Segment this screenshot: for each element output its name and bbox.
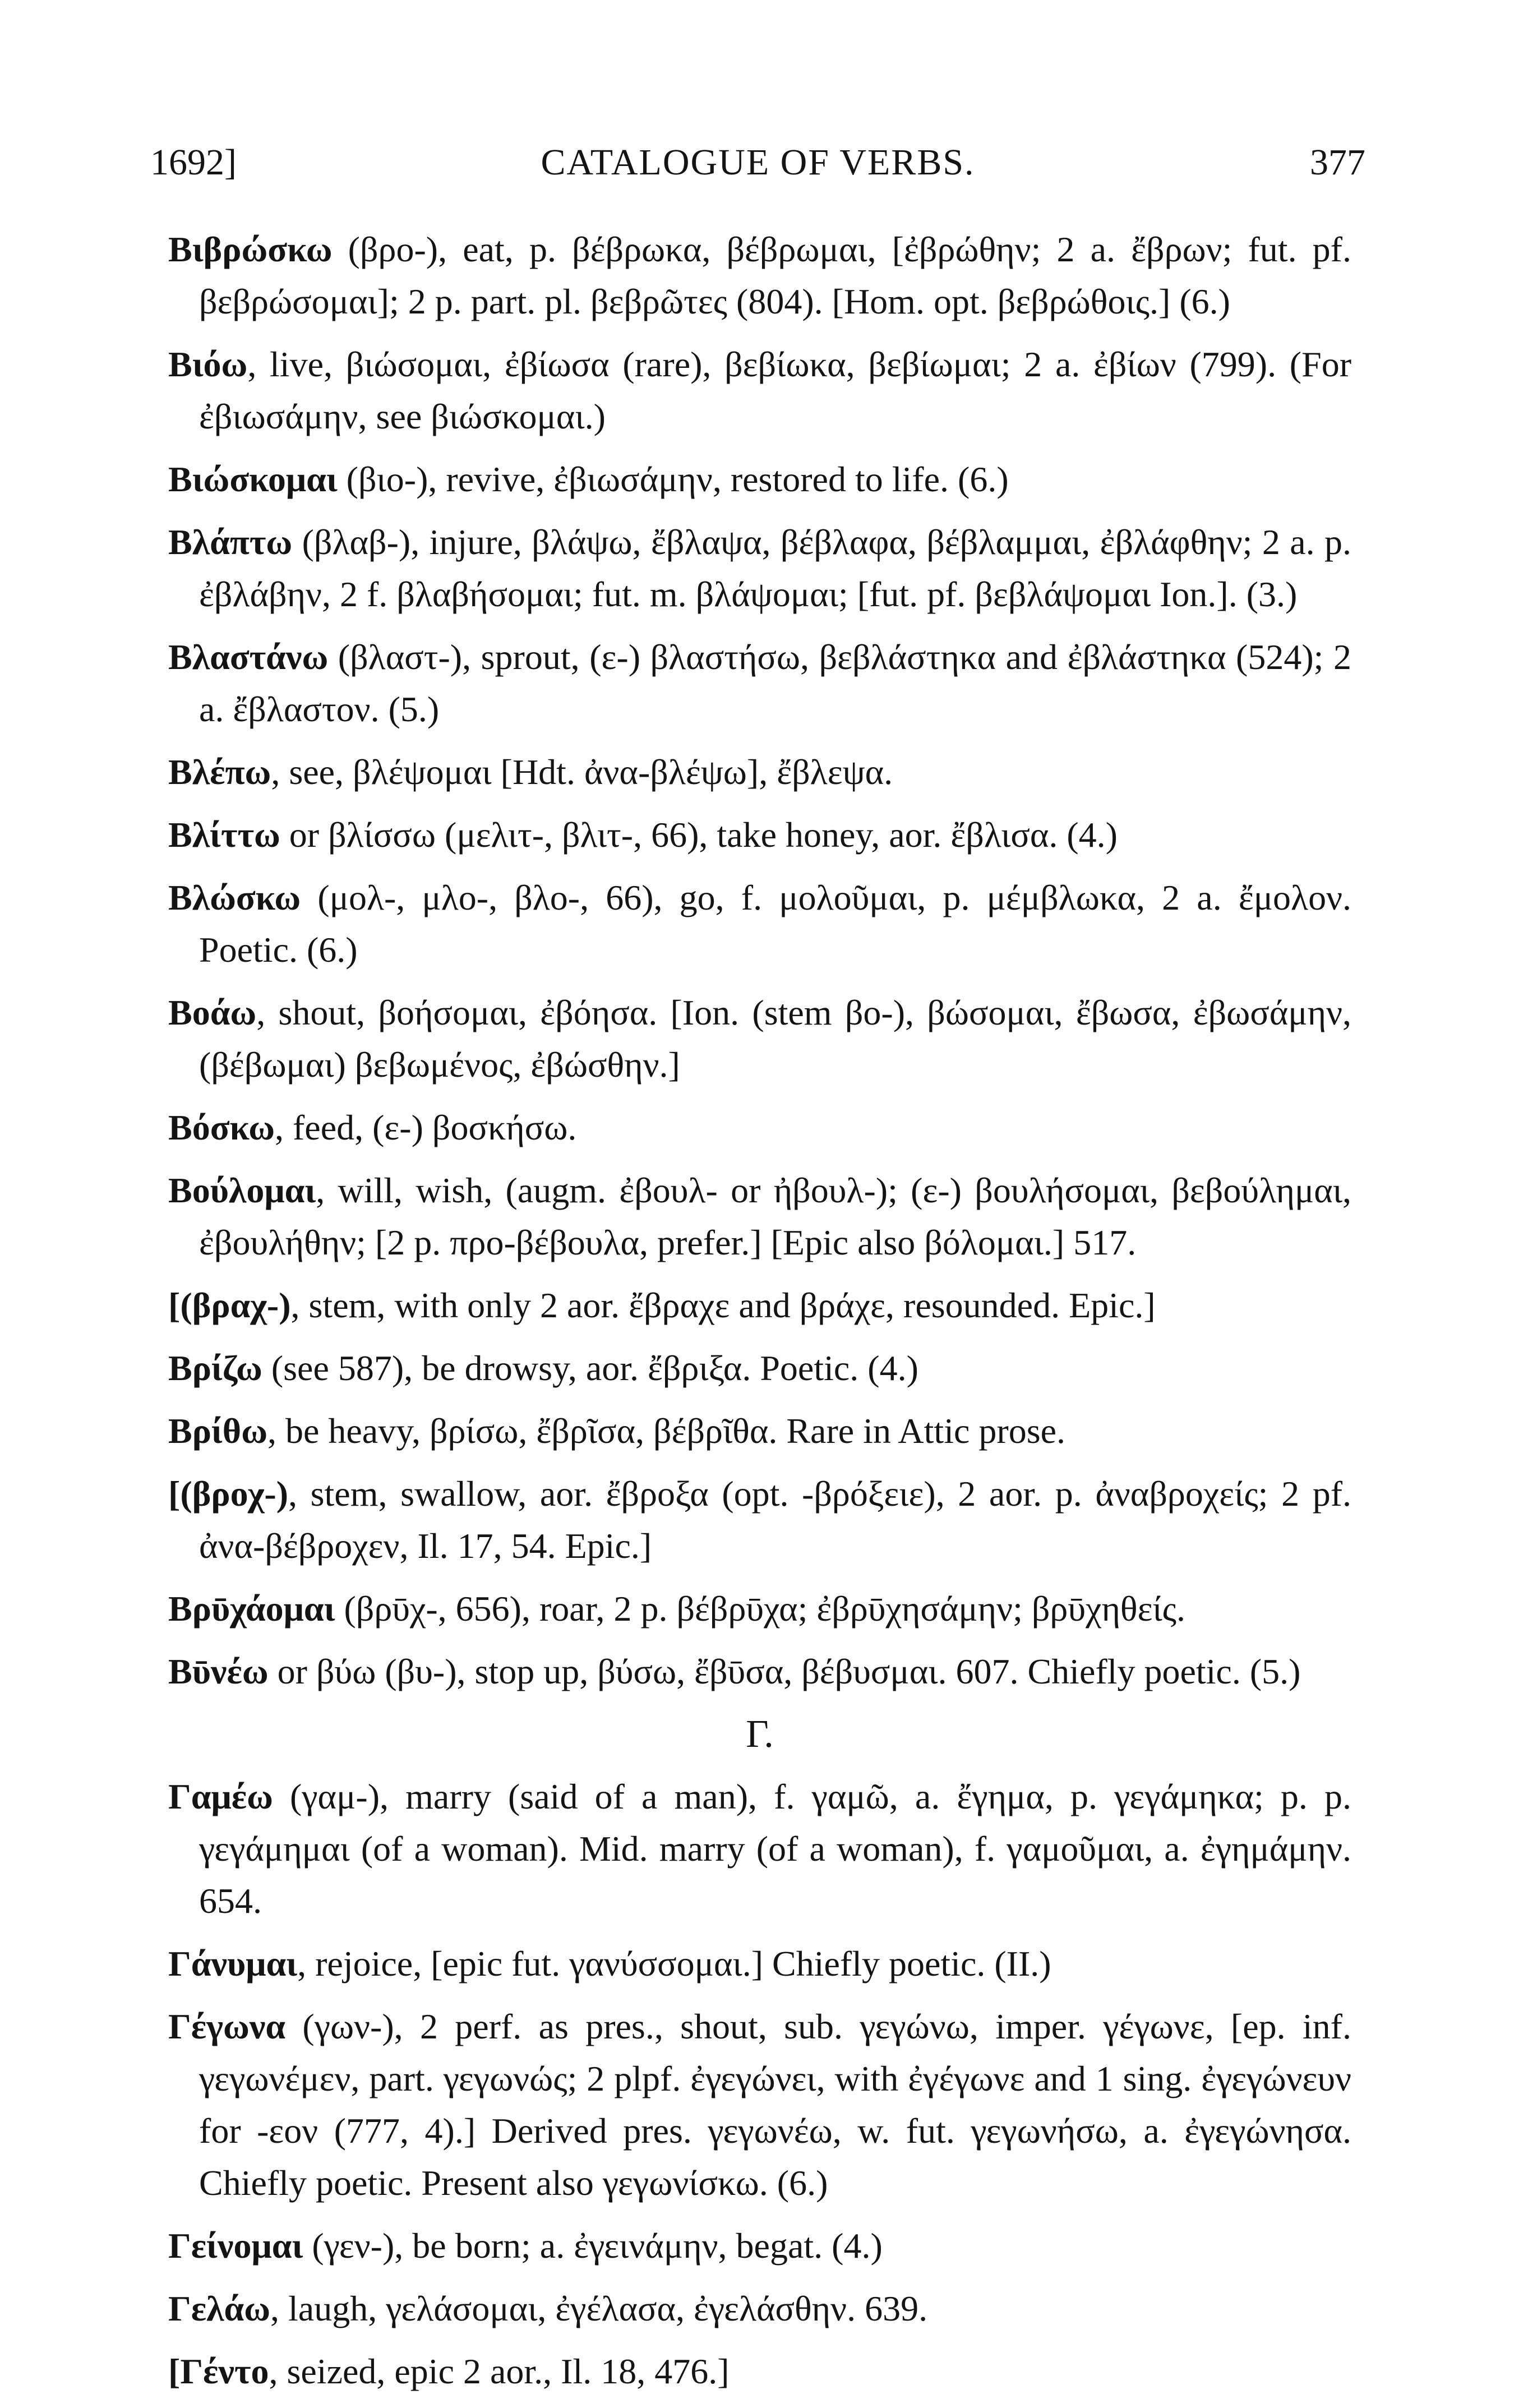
verb-headword: Βιβρώσκω [168,229,333,269]
verb-catalogue [168,223,1351,2408]
verb-headword: [(βραχ-) [168,1285,291,1325]
verb-definition: (γαμ-), marry (said of a man), f. γαμῶ, a. ἔγημα, p. γεγάμηκα; p. p. γεγάμημαι (of a woman). Mid. marry (of a woman), f. γαμοῦμαι, a. ἐγημάμην. 654. [199,1777,1351,1921]
verb-headword: [Γέντο [168,2351,269,2391]
verb-headword: Βόσκω [168,1108,275,1147]
verb-definition: , rejoice, [epic fut. γανύσσομαι.] Chiefly poetic. (II.) [297,1944,1051,1983]
verb-entry [168,1405,1351,1457]
verb-definition: or βλίσσω (μελιτ-, βλιτ-, 66), take honey, aor. ἔβλισα. (4.) [280,815,1118,855]
verb-definition: (βρο-), eat, p. βέβρωκα, βέβρωμαι, [ἐβρώθην; 2 a. ἔβρων; fut. pf. βεβρώσομαι]; 2 p. part. pl. βεβρῶτες (804). [Hom. opt. βεβρώθοις.] (6.) [199,229,1351,321]
section-number: 1692] [150,142,237,183]
entries-list-gamma [168,1770,1351,2397]
verb-definition: (βρῡχ-, 656), roar, 2 p. βέβρῡχα; ἐβρῡχησάμην; βρῡχηθείς. [335,1589,1185,1629]
verb-entry [168,223,1351,327]
verb-entry [168,1164,1351,1268]
verb-headword: Βλώσκω [168,878,301,917]
verb-entry [168,986,1351,1091]
verb-entry [168,1770,1351,1927]
verb-headword: Γάνυμαι [168,1944,298,1983]
verb-headword: Βρίζω [168,1348,262,1388]
verb-definition: (βιο-), revive, ἐβιωσάμην, restored to life. (6.) [337,459,1009,499]
verb-definition: (βλαστ-), sprout, (ε-) βλαστήσω, βεβλάστηκα and ἐβλάστηκα (524); 2 a. ἔβλαστον. (5.) [199,637,1351,729]
verb-headword: Γείνομαι [168,2226,303,2266]
verb-headword: Βλαστάνω [168,637,329,677]
running-head [150,141,1365,192]
verb-entry [168,1938,1351,1990]
verb-entry [168,746,1351,798]
verb-entry [168,1279,1351,1331]
verb-entry [168,453,1351,505]
verb-definition: , be heavy, βρίσω, ἔβρῖσα, βέβρῖθα. Rare in Attic prose. [267,1411,1065,1451]
verb-headword: Βιόω [168,344,248,384]
verb-entry [168,2345,1351,2397]
verb-entry [168,2220,1351,2272]
verb-headword: Βλέπω [168,752,271,792]
verb-entry [168,516,1351,620]
verb-entry [168,871,1351,976]
verb-headword: Βούλομαι [168,1170,316,1210]
page-number: 377 [1310,142,1365,183]
verb-headword: Βῡνέω [168,1652,269,1691]
entries-list-beta [168,223,1351,1697]
verb-definition: , feed, (ε-) βοσκήσω. [274,1108,577,1147]
verb-entry [168,1645,1351,1697]
verb-definition: , stem, swallow, aor. ἔβροξα (opt. -βρόξειε), 2 aor. p. ἀναβροχείς; 2 pf. ἀνα-βέβροχεν, Il. 17, 54. Epic.] [199,1474,1351,1566]
verb-definition: , stem, with only 2 aor. ἔβραχε and βράχε, resounded. Epic.] [290,1285,1156,1325]
verb-definition: (see 587), be drowsy, aor. ἔβριξα. Poetic. (4.) [262,1348,918,1388]
page-title: CATALOGUE OF VERBS. [541,142,975,183]
verb-definition: (γεν-), be born; a. ἐγεινάμην, begat. (4.) [303,2226,883,2266]
verb-entry [168,631,1351,735]
verb-entry [168,2282,1351,2335]
verb-definition: , shout, βοήσομαι, ἐβόησα. [Ion. (stem βο-), βώσομαι, ἔβωσα, ἐβωσάμην, (βέβωμαι) βεβωμένος, ἐβώσθην.] [199,993,1351,1085]
verb-definition: , will, wish, (augm. ἐβουλ- or ἠβουλ-); (ε-) βουλήσομαι, βεβούλημαι, ἐβουλήθην; [2 p. προ-βέβουλα, prefer.] [Epic also βόλομαι.] 517. [199,1170,1352,1262]
verb-headword: Γελάω [168,2289,270,2328]
verb-definition: , live, βιώσομαι, ἐβίωσα (rare), βεβίωκα, βεβίωμαι; 2 a. ἐβίων (799). (For ἐβιωσάμην, see βιώσκομαι.) [199,344,1351,436]
verb-headword: Βρίθω [168,1411,267,1451]
verb-headword: Γαμέω [168,1777,273,1816]
verb-entry [168,1583,1351,1635]
verb-entry [168,809,1351,861]
verb-definition: (γων-), 2 perf. as pres., shout, sub. γεγώνω, imper. γέγωνε, [ep. inf. γεγωνέμεν, part. γεγωνώς; 2 plpf. ἐγεγώνει, with ἐγέγωνε and 1 sing. ἐγεγώνευν for -εον (777, 4).] Derived pres. γεγωνέω, w. fut. γεγωνήσω, a. ἐγεγώνησα. Chiefly poetic. Present also γεγωνίσκω. (6.) [199,2006,1351,2203]
verb-entry [168,2000,1351,2209]
verb-definition: , see, βλέψομαι [Hdt. ἀνα-βλέψω], ἔβλεψα. [271,752,893,792]
verb-headword: Βλίττω [168,815,280,855]
verb-definition: , seized, epic 2 aor., Il. 18, 476.] [269,2351,730,2391]
verb-headword: [(βροχ-) [168,1474,288,1514]
verb-headword: Βοάω [168,993,257,1032]
verb-definition: , laugh, γελάσομαι, ἐγέλασα, ἐγελάσθην. 639. [270,2289,928,2328]
verb-definition: or βύω (βυ-), stop up, βύσω, ἔβῡσα, βέβυσμαι. 607. Chiefly poetic. (5.) [268,1652,1301,1691]
verb-headword: Βλάπτω [168,522,293,562]
verb-definition: (μολ-, μλο-, βλο-, 66), go, f. μολοῦμαι, p. μέμβλωκα, 2 a. ἔμολον. Poetic. (6.) [199,878,1351,970]
verb-headword: Βρῡχάομαι [168,1589,335,1629]
verb-entry [168,1101,1351,1154]
verb-headword: Βιώσκομαι [168,459,338,499]
section-letter-heading: Γ. [746,1713,774,1756]
verb-headword: Γέγωνα [168,2006,286,2046]
verb-entry [168,1342,1351,1394]
verb-definition: (βλαβ-), injure, βλάψω, ἔβλαψα, βέβλαφα, βέβλαμμαι, ἐβλάφθην; 2 a. p. ἐβλάβην, 2 f. βλαβήσομαι; fut. m. βλάψομαι; [fut. pf. βεβλάψομαι Ion.]. (3.) [199,522,1351,614]
verb-entry [168,338,1351,442]
verb-entry [168,1468,1351,1572]
